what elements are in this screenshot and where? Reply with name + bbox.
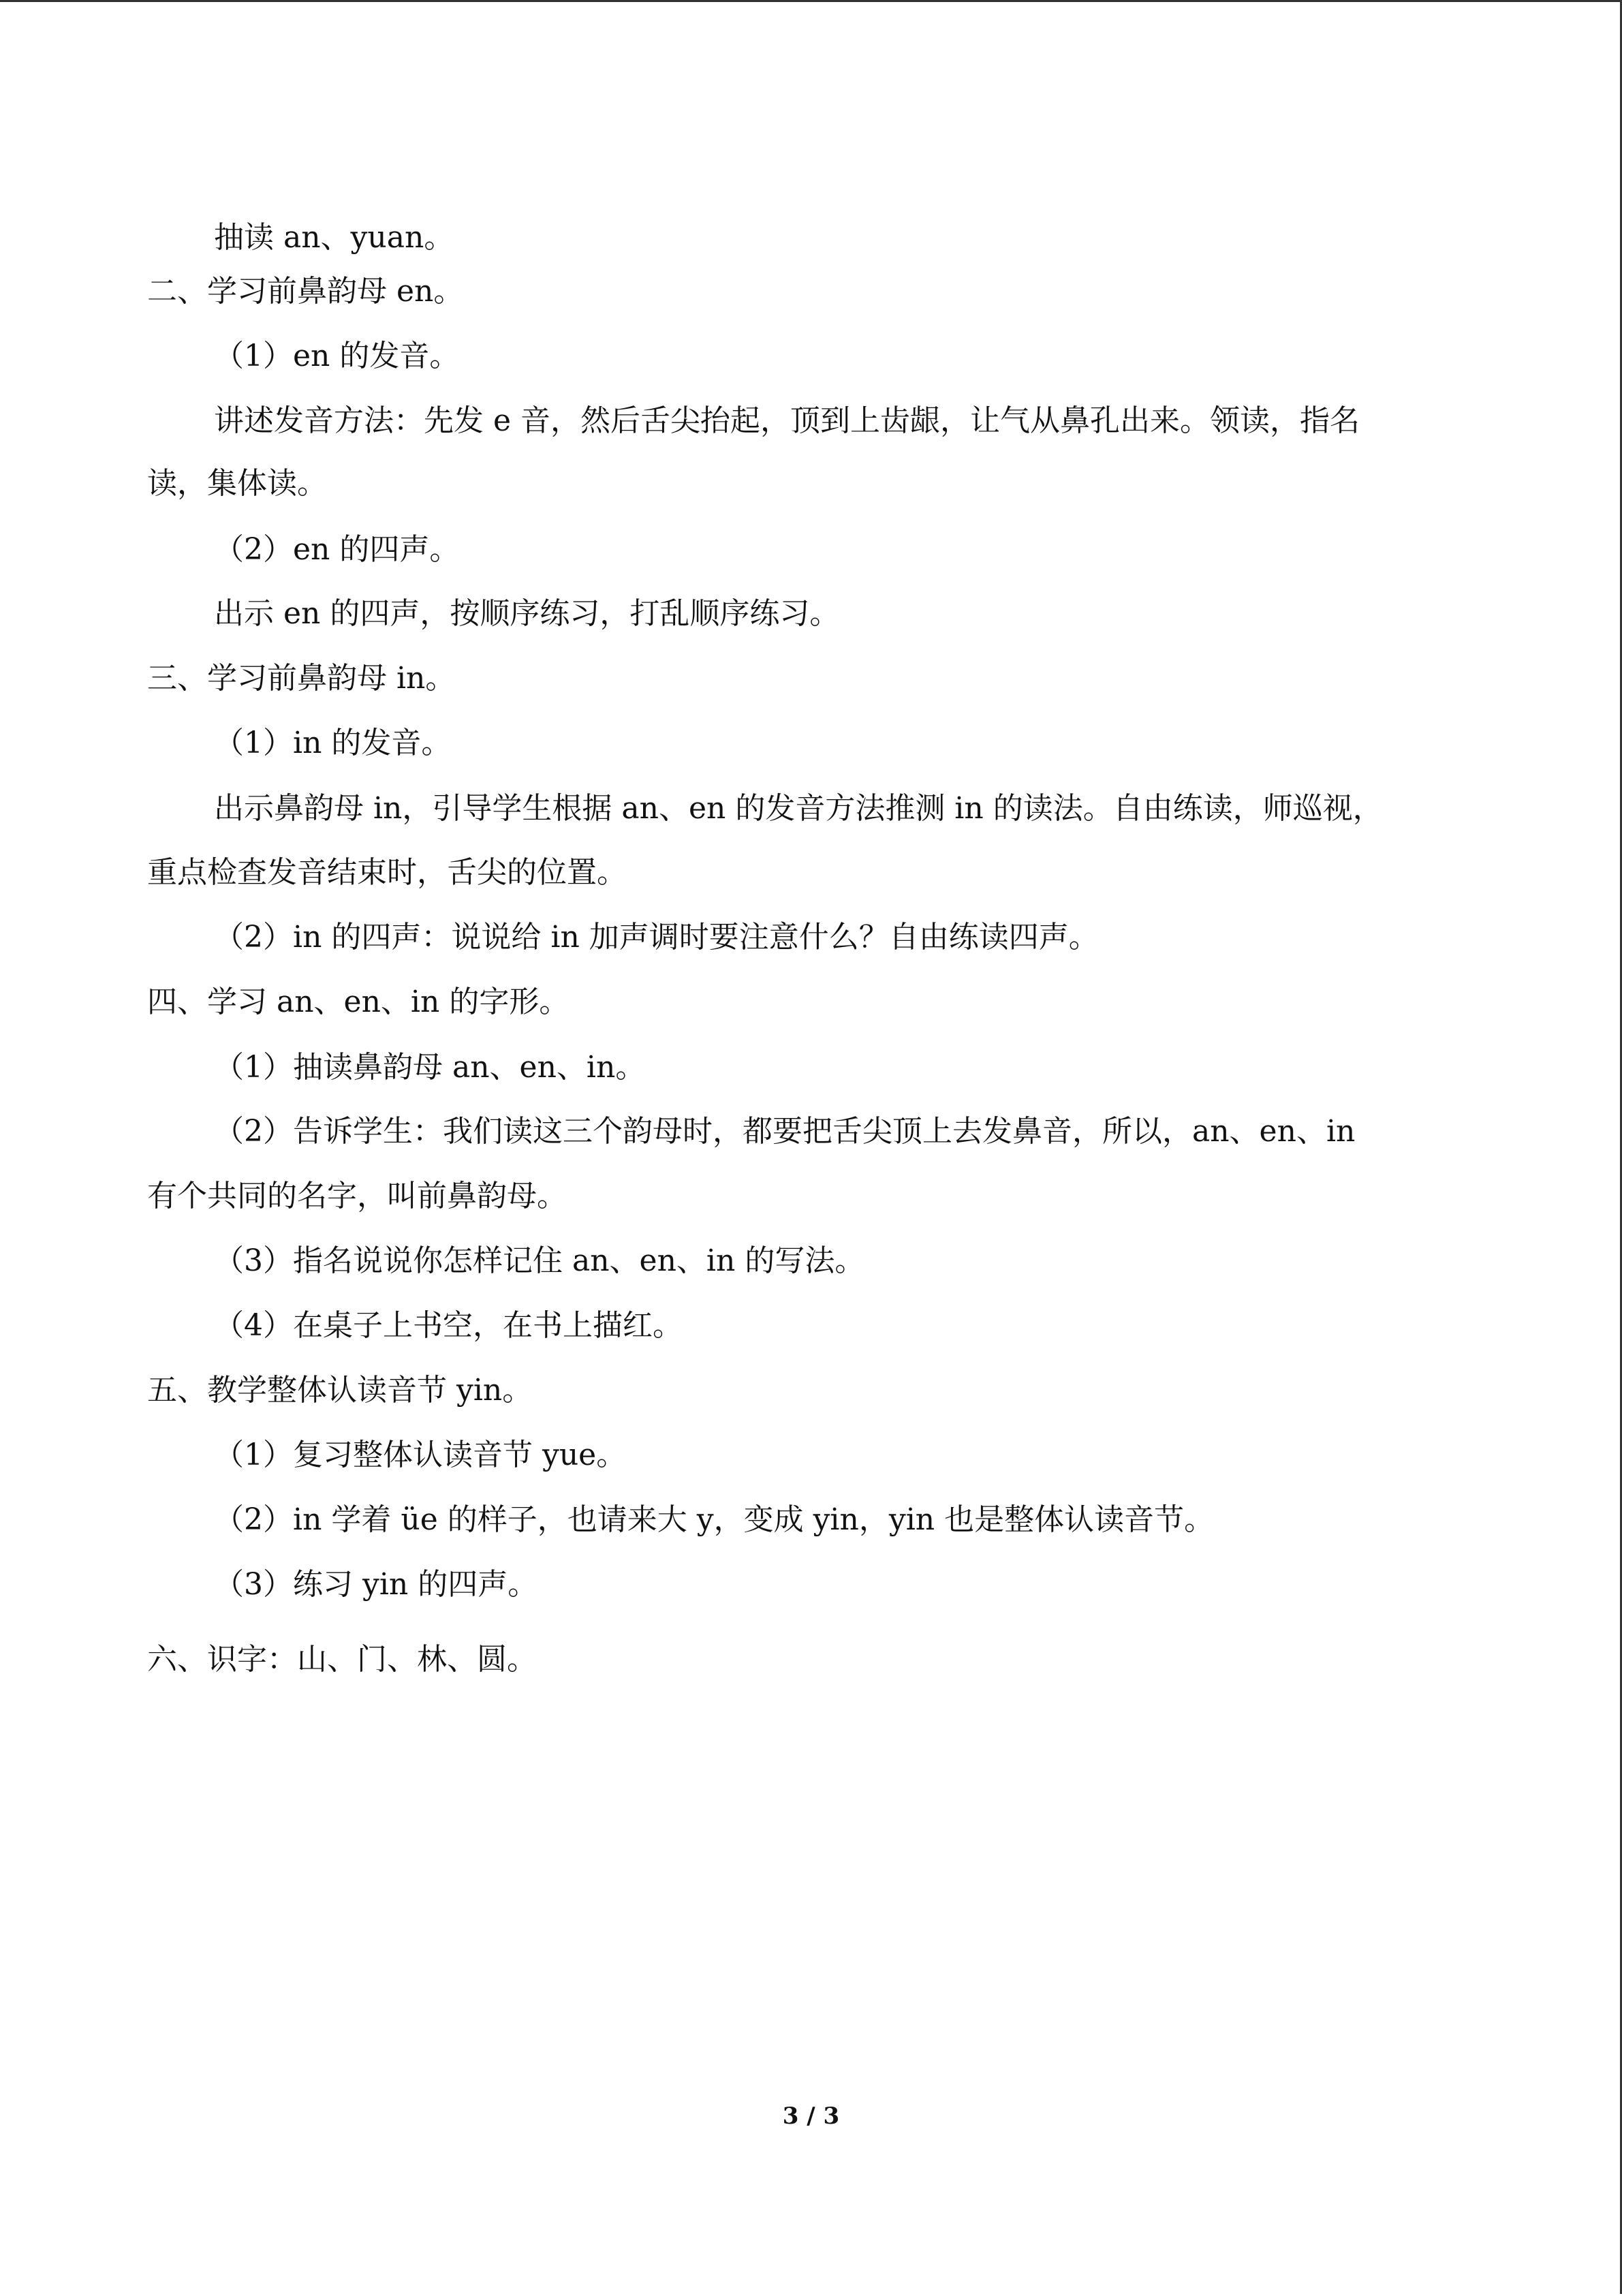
paragraph-line: 讲述发音方法：先发 e 音，然后舌尖抬起，顶到上齿龈，让气从鼻孔出来。领读，指名 [214,403,1360,438]
paragraph-line: （2）in 学着 üe 的样子，也请来大 y，变成 yin，yin 也是整体认读音节。 [214,1502,1215,1537]
paragraph-line: （2）告诉学生：我们读这三个韵母时，都要把舌尖顶上去发鼻音，所以，an、en、in [214,1114,1356,1149]
document-page [0,2,1622,2296]
paragraph-line: 抽读 an、yuan。 [214,220,454,255]
paragraph-line: （1）抽读鼻韵母 an、en、in。 [214,1050,646,1085]
paragraph-line: 读，集体读。 [147,466,327,501]
section-heading-5: 五、教学整体认读音节 yin。 [147,1373,533,1408]
paragraph-line: 出示鼻韵母 in，引导学生根据 an、en 的发音方法推测 in 的读法。自由练读，师巡视， [214,791,1383,826]
page-number: 3 / 3 [782,2103,840,2130]
section-heading-3: 三、学习前鼻韵母 in。 [147,661,456,696]
paragraph-line: 出示 en 的四声，按顺序练习，打乱顺序练习。 [214,596,840,631]
paragraph-line: （1）en 的发音。 [214,339,460,373]
section-heading-6: 六、识字：山、门、林、圆。 [147,1642,537,1677]
paragraph-line: （1）复习整体认读音节 yue。 [214,1438,627,1472]
section-heading-4: 四、学习 an、en、in 的字形。 [147,984,570,1019]
paragraph-line: （1）in 的发音。 [214,726,452,760]
section-heading-2: 二、学习前鼻韵母 en。 [147,274,464,309]
paragraph-line: （3）指名说说你怎样记住 an、en、in 的写法。 [214,1243,865,1278]
paragraph-line: 有个共同的名字，叫前鼻韵母。 [147,1179,567,1213]
paragraph-line: （2）en 的四声。 [214,532,460,567]
paragraph-line: （4）在桌子上书空，在书上描红。 [214,1308,683,1343]
paragraph-line: （3）练习 yin 的四声。 [214,1567,538,1602]
paragraph-line: 重点检查发音结束时，舌尖的位置。 [147,855,627,890]
paragraph-line: （2）in 的四声：说说给 in 加声调时要注意什么？自由练读四声。 [214,920,1099,955]
